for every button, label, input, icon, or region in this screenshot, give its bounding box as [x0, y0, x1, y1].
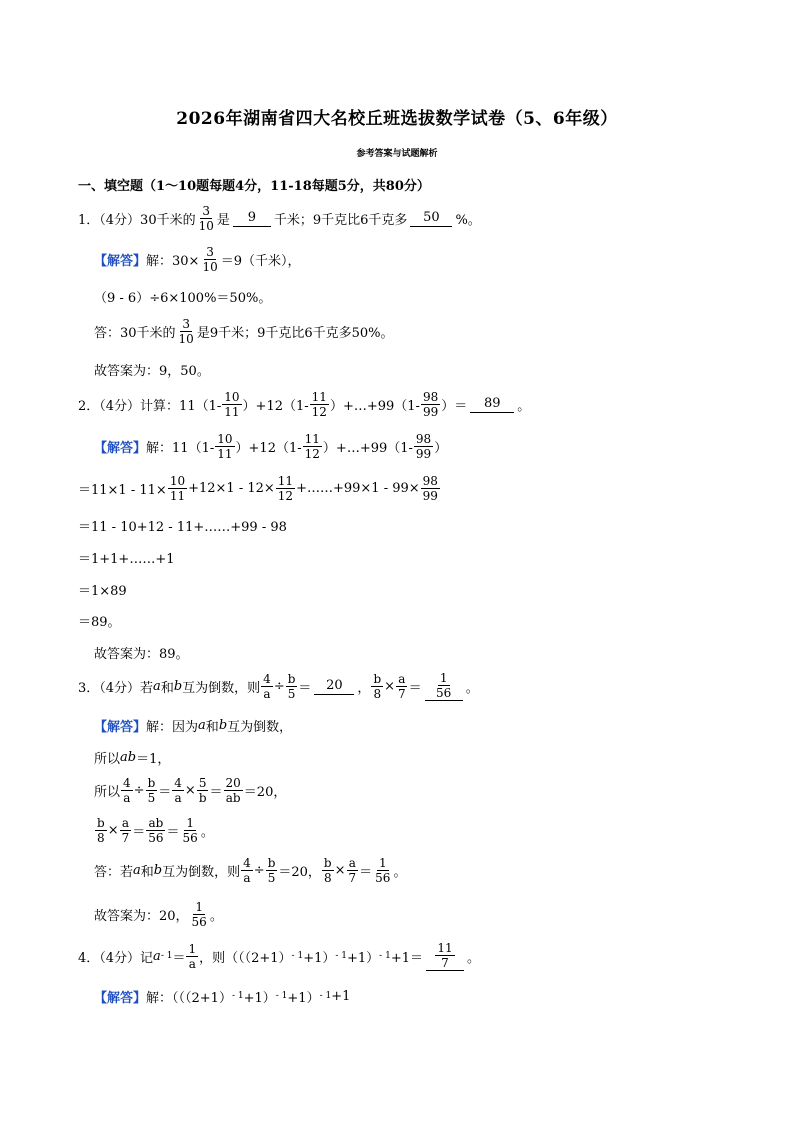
question-4: 4．（4分）记 a - 1 ＝ $\frac{1}{a}$ ，则（（（2+1） - 1 +1） - 1 +1） - 1 +1＝ $\frac{11}{7}$ 。: [78, 941, 480, 971]
question-3: 3．（4分）若 a 和 b 互为倒数，则 $\frac{4}{a}$ ÷ $\frac{b}{5}$ ＝ 20 ， $\frac{b}{8}$ × $\frac{a}{7}$ ＝ $\frac{1}{56}$ 。: [78, 671, 479, 701]
solution-line: 【解答】 解：（（（2+1） - 1 +1） - 1 +1） - 1 +1: [94, 988, 351, 1006]
solution-line: 所以 ab ＝1，: [94, 749, 171, 767]
answer-blank[interactable]: $\frac{11}{7}$: [426, 941, 464, 971]
answer-blank[interactable]: 20: [314, 678, 354, 695]
answer-blank[interactable]: 89: [470, 396, 514, 413]
solution-line: $\frac{b}{8}$ × $\frac{a}{7}$ ＝ $\frac{ab}{56}$ ＝ $\frac{1}{56}$ 。: [97, 815, 214, 845]
question-2: 2．（4分）计算： 11（1- $\frac{10}{11}$ ）+12（1- $\frac{11}{12}$ ）+…+99（1- $\frac{98}{99}$ ）＝ 89 。: [78, 389, 531, 419]
solution-line: 【解答】 解：30× $\frac{3}{10}$ ＝9（千米），: [94, 244, 301, 274]
solution-line: 所以 $\frac{4}{a}$ ÷ $\frac{b}{5}$ ＝ $\frac{4}{a}$ × $\frac{5}{b}$ ＝ $\frac{20}{ab}$ ＝20，: [94, 775, 287, 805]
solution-line: ＝1×89: [78, 583, 127, 599]
answer-blank[interactable]: $\frac{1}{56}$: [425, 671, 463, 701]
solution-line: ＝11×1 - 11× $\frac{10}{11}$ +12×1 - 12× $\frac{11}{12}$ +……+99×1 - 99× $\frac{98}{99}$: [78, 473, 438, 503]
fraction: $\frac{3}{10}$: [198, 203, 214, 233]
solution-line: 答：若 a 和 b 互为倒数，则 $\frac{4}{a}$ ÷ $\frac{b}{5}$ ＝20， $\frac{b}{8}$ × $\frac{a}{7}$ ＝ $\frac{1}{56}$ 。: [94, 855, 407, 885]
solution-line: （9 - 6）÷6×100%＝50%。: [94, 290, 272, 306]
solution-line: ＝1+1+……+1: [78, 551, 175, 567]
solution-line: ＝89。: [78, 614, 121, 630]
solution-line: 故答案为：89。: [94, 646, 189, 662]
page-title: 2026年湖南省四大名校丘班选拔数学试卷（5、6年级）: [176, 109, 618, 129]
section-heading: 一、填空题（1～10题每题4分，11-18每题5分，共80分）: [78, 179, 430, 194]
solution-line: 故答案为：20， $\frac{1}{56}$ 。: [94, 899, 223, 929]
solution-line: 【解答】 解： 11（1- $\frac{10}{11}$ ）+12（1- $\frac{11}{12}$ ）+…+99（1- $\frac{98}{99}$ ）: [94, 431, 448, 461]
answer-blank[interactable]: 9: [233, 210, 271, 227]
solution-line: 故答案为：9，50。: [94, 363, 210, 379]
solution-line: 【解答】 解：因为 a 和 b 互为倒数，: [94, 717, 293, 735]
answer-blank[interactable]: 50: [410, 210, 452, 227]
question-1: 1．（4分）30千米的 $\frac{3}{10}$ 是 9 千米；9千克比6千克多 50 %。: [78, 203, 481, 233]
solution-line: ＝11 - 10+12 - 11+……+99 - 98: [78, 519, 287, 535]
solution-line: 答：30千米的 $\frac{3}{10}$ 是9千米；9千克比6千克多50%。: [94, 316, 394, 346]
answer-tag: 【解答】: [94, 253, 147, 269]
page-subtitle: 参考答案与试题解析: [356, 149, 438, 159]
